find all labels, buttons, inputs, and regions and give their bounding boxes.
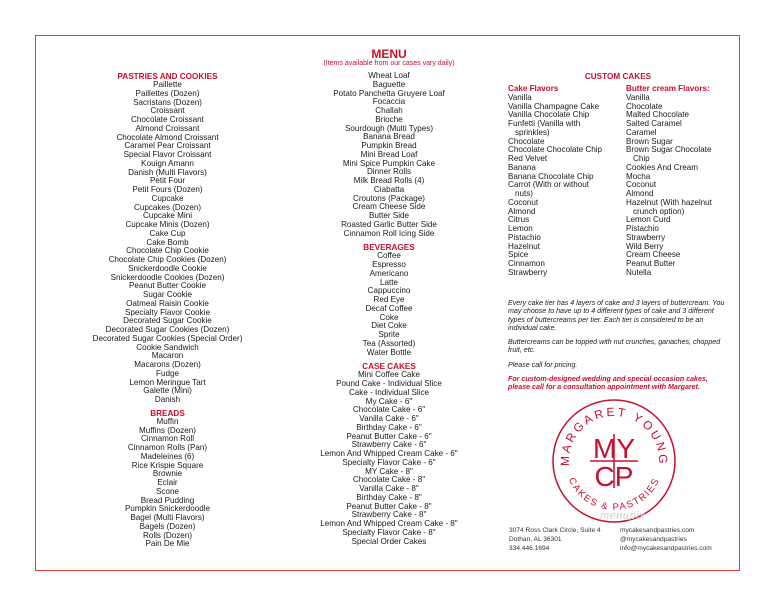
menu-item: Chocolate Chip Cookies (Dozen) bbox=[108, 255, 227, 264]
menu-item: Chocolate Cake - 8" bbox=[352, 475, 426, 485]
menu-item: Bagels (Dozen) bbox=[139, 521, 196, 531]
layers-note: Every cake tier has 4 layers of cake and 3 layers of buttercream. You may choose to have up to 4 different types of cake and 3 different types of buttercreams per tier. Each tier is considered to be an individual cake. bbox=[508, 299, 725, 332]
menu-item: Galette (Mini) bbox=[143, 386, 192, 396]
menu-item: Chocolate Chip Cookie bbox=[126, 246, 209, 256]
menu-item: Kouign Amann bbox=[141, 158, 194, 168]
menu-item: Snickerdoodle Cookies (Dozen) bbox=[110, 272, 225, 282]
menu-item: Strawberry bbox=[508, 267, 548, 277]
left-column bbox=[80, 72, 255, 549]
menu-item: nuts) bbox=[515, 189, 533, 198]
menu-item: Muffin bbox=[156, 416, 179, 426]
menu-item: Chocolate Chocolate Chip bbox=[508, 145, 603, 155]
menu-item: Chocolate bbox=[508, 136, 545, 146]
menu-item: Cupcake Minis (Dozen) bbox=[125, 220, 210, 229]
menu-item: Paillette bbox=[153, 80, 182, 89]
menu-item: Peanut Butter Cookie bbox=[129, 281, 206, 291]
menu-item: Croutons (Package) bbox=[353, 193, 425, 203]
menu-item: Bagel (Multi Flavors) bbox=[130, 513, 205, 522]
menu-item: Vanilla Cake - 6" bbox=[359, 414, 419, 423]
menu-item: Salted Caramel bbox=[626, 119, 682, 128]
menu-item: Coke bbox=[379, 312, 399, 322]
menu-item: Americano bbox=[369, 268, 409, 278]
menu-item: Cookie Sandwich bbox=[136, 342, 199, 352]
menu-item: Specialty Flavor Cake - 6" bbox=[342, 457, 436, 467]
menu-item: Spice bbox=[508, 250, 529, 260]
breads-list bbox=[80, 418, 255, 549]
contact-online-block bbox=[620, 527, 712, 553]
menu-item: Hazelnut bbox=[508, 241, 540, 251]
menu-item: MY Cake - 8" bbox=[365, 466, 413, 476]
menu-item: Ciabatta bbox=[373, 184, 405, 194]
menu-item: Chocolate Almond Croissant bbox=[116, 132, 219, 142]
menu-item: Caramel Pear Croissant bbox=[124, 141, 211, 151]
menu-item: Vanilla Cake - 8" bbox=[359, 484, 419, 493]
menu-item: Pound Cake - Individual Slice bbox=[336, 379, 442, 388]
phone-number[interactable]: 334.446.1694 bbox=[509, 544, 550, 552]
menu-title: MENU bbox=[371, 47, 407, 61]
menu-item: Funfetti (Vanilla with bbox=[508, 119, 581, 128]
menu-item: Challah bbox=[375, 106, 403, 115]
menu-item: Coffee bbox=[377, 251, 401, 261]
menu-item: Roasted Garlic Butter Side bbox=[341, 219, 437, 229]
menupix-watermark: menupix bbox=[600, 510, 646, 522]
menu-item: Coconut bbox=[626, 180, 657, 190]
pastries-list bbox=[80, 81, 255, 405]
case-cakes-section-title: CASE CAKES bbox=[362, 362, 416, 372]
cake-flavors-column bbox=[508, 85, 624, 278]
menu-item: Red Eye bbox=[373, 295, 405, 304]
menu-item: Oatmeal Raisin Cookie bbox=[126, 298, 209, 308]
menu-item: Milk Bread Rolls (4) bbox=[353, 176, 425, 185]
menu-item: Pumpkin Bread bbox=[361, 141, 417, 150]
menu-item: Cake Cup bbox=[149, 228, 186, 238]
menu-item: Macaron bbox=[151, 351, 184, 361]
pastries-section-title: PASTRIES AND COOKIES bbox=[117, 72, 218, 81]
menu-item: Bread Pudding bbox=[140, 495, 195, 505]
menu-item: Pain De Mie bbox=[145, 539, 190, 549]
menu-item: Vanilla bbox=[626, 92, 650, 102]
menu-item: Danish (Multi Flavors) bbox=[128, 167, 207, 177]
menu-item: Peanut Butter Cake - 8" bbox=[346, 501, 432, 511]
address-line-2: Dothan, AL 36301 bbox=[509, 535, 562, 543]
menu-item: Rice Krispie Square bbox=[131, 460, 204, 470]
menu-item: Coconut bbox=[508, 197, 539, 207]
menu-item: Brioche bbox=[375, 114, 403, 124]
menu-item: Cookies And Cream bbox=[626, 162, 698, 172]
menu-item: sprinkles) bbox=[515, 127, 550, 137]
menu-item: Diet Coke bbox=[371, 321, 407, 331]
toppings-note: Buttercreams can be topped with nut crunches, ganaches, chopped fruit, etc. bbox=[508, 338, 721, 355]
menu-item: Hazelnut (With hazelnut bbox=[626, 197, 712, 207]
menu-item: Cinnamon Roll Icing Side bbox=[343, 228, 435, 238]
menu-item: Brownie bbox=[152, 469, 183, 479]
beverages-section-title: BEVERAGES bbox=[363, 243, 415, 253]
logo-monogram-bottom: CP bbox=[594, 461, 634, 492]
beverages-list bbox=[300, 252, 478, 357]
menu-item: Vanilla Champagne Cake bbox=[508, 101, 600, 111]
menu-item: Birthday Cake - 6" bbox=[356, 422, 422, 432]
menu-item: Brown Sugar Chocolate bbox=[626, 145, 712, 155]
menu-item: Decorated Sugar Cookies (Special Order) bbox=[92, 333, 243, 343]
menu-item: Rolls (Dozen) bbox=[142, 530, 193, 540]
menu-item: Cinnamon bbox=[508, 259, 545, 268]
menu-item: Cupcake bbox=[151, 193, 184, 203]
menu-item: Tea (Assorted) bbox=[362, 338, 416, 348]
menu-item: Lemon Meringue Tart bbox=[129, 377, 206, 387]
menu-item: Lemon bbox=[508, 224, 533, 233]
menu-item: Snickerdoodle Cookie bbox=[128, 263, 207, 273]
menu-item: Dinner Rolls bbox=[366, 167, 412, 177]
cake-flavors-heading: Cake Flavors bbox=[508, 84, 559, 93]
menu-item: Espresso bbox=[372, 260, 406, 269]
menu-item: Chocolate Croissant bbox=[131, 115, 204, 124]
address-line-1: 3074 Ross Clark Circle, Suite 4 bbox=[509, 527, 601, 534]
menu-item: Pistachio bbox=[626, 224, 659, 233]
menu-item: Cake - Individual Slice bbox=[348, 387, 430, 397]
menu-item: Water Bottle bbox=[366, 347, 412, 357]
menu-item: Madeleines (6) bbox=[140, 451, 195, 461]
menu-item: Brown Sugar bbox=[626, 136, 673, 146]
menu-item: Cappuccino bbox=[367, 286, 411, 296]
menu-item: Pistachio bbox=[508, 232, 541, 242]
logo-top-text: MARGARET YOUNG bbox=[557, 404, 671, 467]
menu-item: Scone bbox=[156, 486, 179, 496]
menu-item: Vanilla bbox=[508, 92, 532, 102]
menu-item: Peanut Butter Cake - 6" bbox=[346, 431, 432, 441]
menu-item: Wild Berry bbox=[626, 241, 664, 251]
menu-item: Macarons (Dozen) bbox=[134, 360, 201, 369]
menu-item: Specialty Flavor Cake - 8" bbox=[342, 527, 436, 537]
contact-address-block bbox=[509, 527, 601, 553]
menu-item: Nutella bbox=[626, 267, 652, 277]
consultation-note: For custom-designed wedding and special occasion cakes, please call for a consultation appointment with Margaret. bbox=[508, 375, 708, 392]
menu-item: Citrus bbox=[508, 215, 530, 225]
menu-item: Special Flavor Croissant bbox=[123, 150, 212, 159]
cake-flavors-list bbox=[508, 94, 624, 278]
menu-item: Chocolate Cake - 6" bbox=[352, 405, 426, 415]
pricing-note: Please call for pricing. bbox=[508, 360, 578, 369]
middle-column bbox=[300, 72, 478, 546]
buttercream-column bbox=[626, 85, 728, 278]
menu-item: Baguette bbox=[372, 79, 406, 89]
menu-item: Fudge bbox=[156, 368, 179, 378]
menu-item: Red Velvet bbox=[508, 154, 548, 163]
logo-bottom-text: CAKES & PASTRIES bbox=[565, 475, 663, 514]
custom-cakes-title: CUSTOM CAKES bbox=[584, 72, 652, 81]
menu-item: Specialty Flavor Cookie bbox=[124, 307, 211, 317]
menu-item: Cinnamon Rolls (Pan) bbox=[127, 443, 208, 452]
menu-item: Almond bbox=[508, 206, 536, 216]
menu-item: Decorated Sugar Cookies (Dozen) bbox=[105, 325, 230, 334]
menu-item: Mini Spice Pumpkin Cake bbox=[342, 158, 436, 168]
menu-item: Sacristans (Dozen) bbox=[133, 97, 202, 107]
menu-item: Butter Side bbox=[368, 211, 410, 220]
menu-item: Pumpkin Snickerdoodle bbox=[124, 504, 211, 514]
menu-item: Decaf Coffee bbox=[365, 303, 413, 313]
menu-item: Special Order Cakes bbox=[351, 536, 427, 546]
menu-subtitle: (Items available from our cases vary daily) bbox=[323, 60, 455, 67]
middle-breads-list bbox=[300, 72, 478, 238]
menu-item: Wheat Loaf bbox=[368, 71, 410, 80]
menu-item: Almond bbox=[626, 189, 654, 198]
breads-section-title: BREADS bbox=[150, 408, 185, 418]
menu-item: Vanilla Chocolate Chip bbox=[508, 110, 590, 120]
logo-monogram-top: MY bbox=[593, 433, 635, 464]
menu-item: Petit Fours (Dozen) bbox=[132, 185, 203, 194]
menu-item: Birthday Cake - 8" bbox=[356, 492, 422, 502]
menu-item: Danish bbox=[154, 395, 181, 404]
menu-item: Carrot (With or without bbox=[508, 180, 589, 190]
menu-item: Strawberry Cake - 8" bbox=[351, 510, 427, 520]
menu-item: Petit Four bbox=[149, 176, 186, 186]
menu-item: crunch option) bbox=[633, 206, 685, 216]
menu-item: Decorated Sugar Cookie bbox=[123, 316, 212, 326]
social-handle[interactable]: @mycakesandpastries bbox=[620, 535, 687, 543]
menu-item: Cream Cheese Side bbox=[352, 202, 426, 212]
menu-item: Sugar Cookie bbox=[142, 290, 193, 299]
email-link[interactable]: info@mycakesandpastries.com bbox=[620, 544, 712, 552]
menu-item: Lemon And Whipped Cream Cake - 8" bbox=[320, 519, 458, 528]
menu-item: Peanut Butter bbox=[626, 259, 676, 268]
margaret-young-logo bbox=[551, 398, 677, 524]
menu-item: Lemon And Whipped Cream Cake - 6" bbox=[320, 449, 458, 458]
menu-item: Cream Cheese bbox=[626, 250, 681, 260]
menu-item: Focaccia bbox=[372, 97, 406, 107]
menu-item: Cupcake Mini bbox=[142, 211, 193, 221]
menu-item: Sprite bbox=[378, 330, 400, 339]
menu-item: Chip bbox=[633, 154, 650, 163]
custom-cakes-section bbox=[508, 72, 728, 392]
menu-item: Cupcakes (Dozen) bbox=[133, 202, 202, 212]
menu-item: Caramel bbox=[626, 127, 657, 137]
menu-item: Strawberry bbox=[626, 232, 666, 242]
menu-item: Muffins (Dozen) bbox=[139, 425, 196, 435]
menu-item: Mocha bbox=[626, 171, 651, 181]
website-link[interactable]: mycakesandpastries.com bbox=[620, 527, 695, 534]
menu-item: Strawberry Cake - 6" bbox=[351, 440, 427, 450]
menu-item: Mini Bread Loaf bbox=[360, 149, 418, 159]
menu-item: Lemon Curd bbox=[626, 215, 671, 225]
menu-item: Sourdough (Multi Types) bbox=[344, 123, 434, 133]
menu-item: Potato Panchetta Gruyere Loaf bbox=[333, 88, 445, 98]
menu-item: Latte bbox=[379, 277, 398, 287]
menu-item: Banana Bread bbox=[363, 132, 415, 142]
menu-item: Cinnamon Roll bbox=[140, 434, 195, 444]
menu-item: Banana Chocolate Chip bbox=[508, 171, 594, 181]
menu-item: My Cake - 6" bbox=[365, 396, 413, 406]
menu-item: Eclair bbox=[157, 478, 178, 487]
menu-item: Banana bbox=[508, 162, 536, 172]
menu-item: Almond Croissant bbox=[135, 123, 200, 133]
menu-item: Mini Coffee Cake bbox=[358, 370, 420, 380]
case-cakes-list bbox=[300, 371, 478, 546]
menu-item: Malted Chocolate bbox=[626, 110, 689, 120]
buttercream-heading: Butter cream Flavors: bbox=[626, 84, 710, 93]
menu-item: Chocolate bbox=[626, 101, 663, 111]
menu-item: Paillettes (Dozen) bbox=[135, 88, 200, 98]
buttercream-list bbox=[626, 94, 728, 278]
menu-item: Cake Bomb bbox=[146, 237, 189, 247]
menu-item: Croissant bbox=[150, 106, 185, 116]
